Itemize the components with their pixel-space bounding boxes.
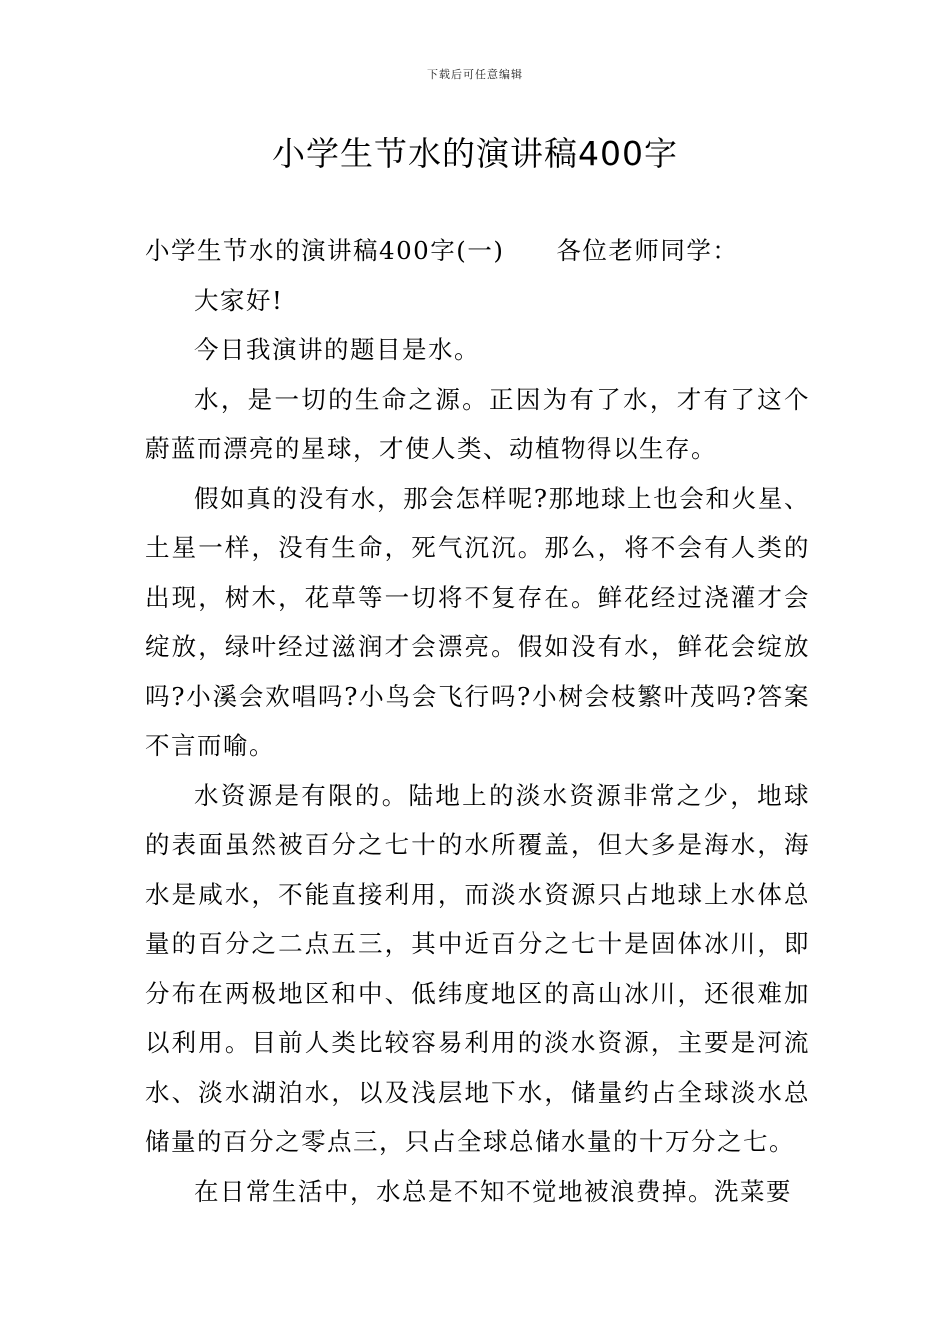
document-title: 小学生节水的演讲稿400字 xyxy=(272,134,678,173)
paragraph: 在日常生活中，水总是不知不觉地被浪费掉。洗菜要 xyxy=(194,1176,792,1206)
paragraph: 水，是一切的生命之源。正因为有了水，才有了这个蔚蓝而漂亮的星球，才使人类、动植物得以生存。 xyxy=(145,384,810,463)
paragraph: 假如真的没有水，那会怎样呢?那地球上也会和火星、土星一样，没有生命，死气沉沉。那么，将不会有人类的出现，树木，花草等一切将不复存在。鲜花经过浇灌才会绽放，绿叶经过滋润才会漂亮。假如没有水，鲜花会绽放吗?小溪会欢唱吗?小鸟会飞行吗?小树会枝繁叶茂吗?答案不言而喻。 xyxy=(145,483,810,760)
subheading-line xyxy=(145,226,810,276)
paragraph: 今日我演讲的题目是水。 xyxy=(194,335,480,364)
paragraph: 大家好! xyxy=(194,285,284,315)
salutation: 各位老师同学： xyxy=(556,236,739,265)
paragraph: 水资源是有限的。陆地上的淡水资源非常之少，地球的表面虽然被百分之七十的水所覆盖，但大多是海水，海水是咸水，不能直接利用，而淡水资源只占地球上水体总量的百分之二点五三，其中近百分之七十是固体冰川，即分布在两极地区和中、低纬度地区的高山冰川，还很难加以利用。目前人类比较容易利用的淡水资源，主要是河流水、淡水湖泊水，以及浅层地下水，储量约占全球淡水总储量的百分之零点三，只占全球总储水量的十万分之七。 xyxy=(145,780,810,1156)
document-body xyxy=(145,226,810,1216)
header-note: 下载后可任意编辑 xyxy=(427,68,523,81)
subheading: 小学生节水的演讲稿400字(一) xyxy=(145,236,505,265)
